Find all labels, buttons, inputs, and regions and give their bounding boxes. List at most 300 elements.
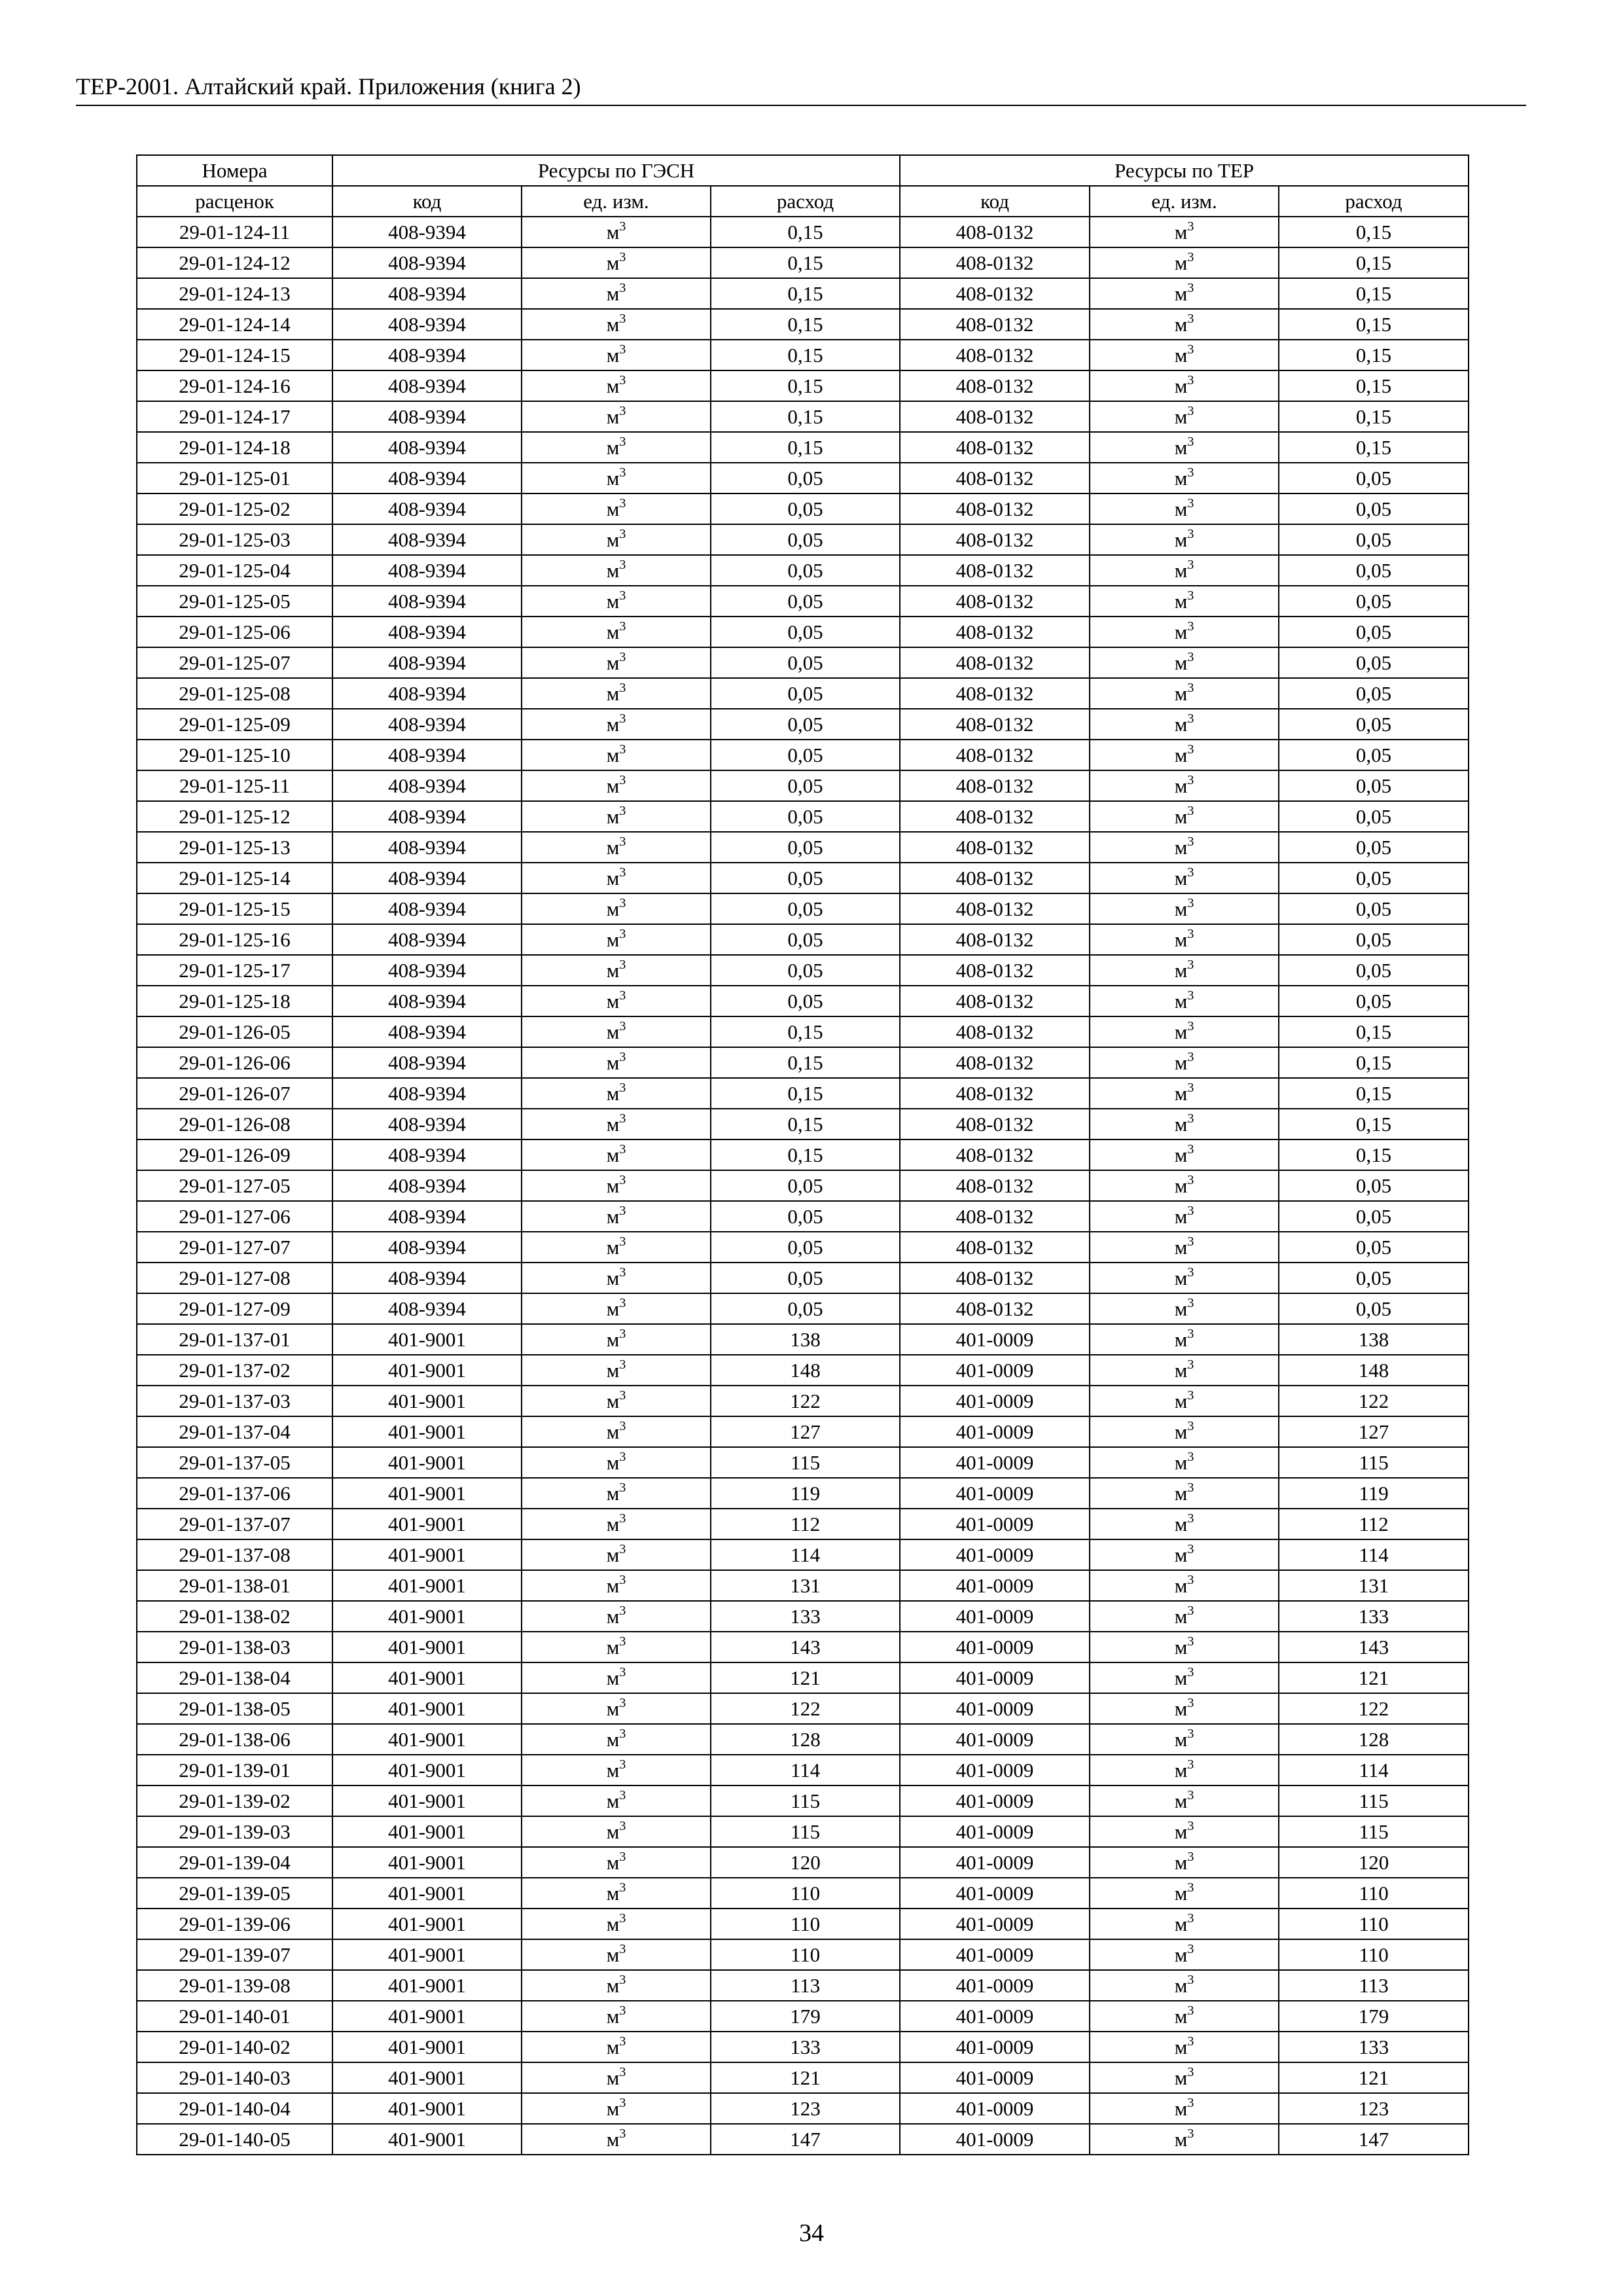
unit-exponent: 3 [1187, 619, 1194, 634]
rate-number-cell: 29-01-139-02 [137, 1785, 332, 1816]
gesn-unit-cell [522, 924, 711, 955]
gesn-unit-cell [522, 1447, 711, 1478]
ter-code-cell: 408-0132 [900, 832, 1090, 863]
gesn-unit-cell [522, 1878, 711, 1909]
unit-exponent: 3 [1187, 772, 1194, 787]
ter-code-cell: 408-0132 [900, 555, 1090, 586]
gesn-code-cell: 408-9394 [332, 1293, 522, 1324]
unit-text: м [1174, 1605, 1188, 1628]
ter-consumption-cell: 0,05 [1279, 863, 1469, 893]
unit-exponent: 3 [1187, 372, 1194, 387]
gesn-code-cell: 408-9394 [332, 1263, 522, 1293]
unit-text: м [1174, 682, 1188, 705]
rate-number-cell: 29-01-126-05 [137, 1016, 332, 1047]
unit-text: м [606, 928, 620, 951]
ter-code-cell: 408-0132 [900, 432, 1090, 463]
unit-text: м [606, 1328, 620, 1351]
unit-text: м [1174, 1082, 1188, 1105]
unit-text: м [606, 990, 620, 1013]
ter-code-cell: 408-0132 [900, 647, 1090, 678]
gesn-consumption-cell: 0,15 [711, 1078, 900, 1109]
ter-code-cell: 401-0009 [900, 1478, 1090, 1509]
table-row [137, 893, 1469, 924]
unit-exponent: 3 [619, 2064, 626, 2079]
ter-unit-cell [1090, 586, 1279, 617]
ter-consumption-cell: 123 [1279, 2093, 1469, 2124]
rate-number-cell: 29-01-137-01 [137, 1324, 332, 1355]
unit-text: м [1174, 774, 1188, 797]
gesn-unit-cell [522, 1570, 711, 1601]
rate-number-cell: 29-01-125-07 [137, 647, 332, 678]
gesn-consumption-cell: 0,05 [711, 770, 900, 801]
gesn-consumption-cell: 128 [711, 1724, 900, 1755]
ter-code-cell: 408-0132 [900, 586, 1090, 617]
gesn-code-cell: 401-9001 [332, 1324, 522, 1355]
unit-text: м [606, 1082, 620, 1105]
unit-exponent: 3 [619, 680, 626, 695]
gesn-unit-cell [522, 2093, 711, 2124]
unit-text: м [606, 1759, 620, 1782]
unit-text: м [606, 1636, 620, 1659]
rate-number-cell: 29-01-124-17 [137, 401, 332, 432]
gesn-code-cell: 401-9001 [332, 1878, 522, 1909]
gesn-code-cell: 408-9394 [332, 1232, 522, 1263]
header-rule [76, 105, 1526, 106]
unit-text: м [606, 1297, 620, 1320]
unit-text: м [606, 1113, 620, 1136]
unit-text: м [1174, 1574, 1188, 1597]
rate-number-cell: 29-01-126-06 [137, 1047, 332, 1078]
ter-code-cell: 408-0132 [900, 893, 1090, 924]
unit-text: м [606, 1697, 620, 1720]
table-row [137, 401, 1469, 432]
rate-number-cell: 29-01-124-12 [137, 247, 332, 278]
rate-number-cell: 29-01-125-14 [137, 863, 332, 893]
ter-unit-cell [1090, 986, 1279, 1016]
ter-code-cell: 401-0009 [900, 1570, 1090, 1601]
gesn-unit-cell [522, 647, 711, 678]
gesn-unit-cell [522, 1201, 711, 1232]
unit-exponent: 3 [1187, 557, 1194, 572]
table-row [137, 1386, 1469, 1416]
unit-text: м [606, 1266, 620, 1289]
rate-number-cell: 29-01-127-07 [137, 1232, 332, 1263]
gesn-consumption-cell: 0,15 [711, 1109, 900, 1139]
rate-number-cell: 29-01-139-04 [137, 1847, 332, 1878]
unit-text: м [1174, 1851, 1188, 1874]
ter-code-cell: 401-0009 [900, 1509, 1090, 1539]
rate-number-cell: 29-01-124-16 [137, 370, 332, 401]
unit-exponent: 3 [1187, 1603, 1194, 1618]
gesn-code-cell: 408-9394 [332, 432, 522, 463]
rate-number-cell: 29-01-125-09 [137, 709, 332, 740]
gesn-unit-cell [522, 2062, 711, 2093]
gesn-unit-cell [522, 586, 711, 617]
unit-exponent: 3 [1187, 1480, 1194, 1495]
ter-unit-cell [1090, 1447, 1279, 1478]
gesn-unit-cell [522, 801, 711, 832]
unit-exponent: 3 [619, 1664, 626, 1679]
gesn-consumption-cell: 0,05 [711, 647, 900, 678]
ter-consumption-cell: 110 [1279, 1878, 1469, 1909]
ter-unit-cell [1090, 617, 1279, 647]
unit-exponent: 3 [619, 803, 626, 818]
gesn-code-cell: 401-9001 [332, 1509, 522, 1539]
ter-consumption-cell: 0,05 [1279, 617, 1469, 647]
gesn-code-cell: 401-9001 [332, 2001, 522, 2032]
ter-unit-cell [1090, 1201, 1279, 1232]
ter-consumption-cell: 113 [1279, 1970, 1469, 2001]
gesn-consumption-cell: 0,05 [711, 678, 900, 709]
ter-code-cell: 408-0132 [900, 1109, 1090, 1139]
ter-code-cell: 401-0009 [900, 1970, 1090, 2001]
ter-unit-cell [1090, 1816, 1279, 1847]
unit-exponent: 3 [1187, 1049, 1194, 1064]
ter-unit-header: ед. изм. [1090, 186, 1279, 217]
rate-number-cell: 29-01-137-05 [137, 1447, 332, 1478]
ter-consumption-cell: 114 [1279, 1755, 1469, 1785]
table-row [137, 1570, 1469, 1601]
gesn-code-cell: 401-9001 [332, 1785, 522, 1816]
ter-unit-cell [1090, 1847, 1279, 1878]
unit-text: м [606, 2066, 620, 2089]
gesn-unit-cell [522, 955, 711, 986]
table-row [137, 555, 1469, 586]
table-row [137, 1909, 1469, 1939]
unit-text: м [1174, 2036, 1188, 2058]
unit-exponent: 3 [1187, 711, 1194, 726]
unit-exponent: 3 [1187, 588, 1194, 603]
gesn-code-cell: 408-9394 [332, 986, 522, 1016]
unit-text: м [606, 1943, 620, 1966]
unit-exponent: 3 [619, 1572, 626, 1587]
unit-exponent: 3 [619, 588, 626, 603]
table-row [137, 709, 1469, 740]
ter-code-cell: 401-0009 [900, 1355, 1090, 1386]
gesn-consumption-cell: 0,05 [711, 1293, 900, 1324]
unit-text: м [1174, 374, 1188, 397]
gesn-unit-cell [522, 1785, 711, 1816]
gesn-unit-cell [522, 2001, 711, 2032]
ter-consumption-cell: 0,05 [1279, 801, 1469, 832]
unit-exponent: 3 [1187, 988, 1194, 1003]
unit-text: м [1174, 1266, 1188, 1289]
unit-text: м [1174, 1174, 1188, 1197]
gesn-unit-cell [522, 1509, 711, 1539]
gesn-code-cell: 401-9001 [332, 1847, 522, 1878]
gesn-code-cell: 401-9001 [332, 2062, 522, 2093]
ter-unit-cell [1090, 1047, 1279, 1078]
ter-unit-cell [1090, 1078, 1279, 1109]
rate-number-cell: 29-01-127-08 [137, 1263, 332, 1293]
rate-number-cell: 29-01-137-04 [137, 1416, 332, 1447]
unit-text: м [606, 1882, 620, 1905]
unit-text: м [606, 1143, 620, 1166]
gesn-unit-cell [522, 1539, 711, 1570]
unit-text: м [1174, 590, 1188, 613]
rate-number-cell: 29-01-137-07 [137, 1509, 332, 1539]
table-row [137, 278, 1469, 309]
gesn-consumption-cell: 115 [711, 1785, 900, 1816]
gesn-consumption-cell: 133 [711, 1601, 900, 1632]
ter-consumption-cell: 147 [1279, 2124, 1469, 2155]
gesn-unit-cell [522, 770, 711, 801]
unit-exponent: 3 [619, 834, 626, 849]
ter-consumption-cell: 0,05 [1279, 678, 1469, 709]
rate-number-cell: 29-01-126-07 [137, 1078, 332, 1109]
unit-text: м [1174, 1451, 1188, 1474]
unit-text: м [606, 897, 620, 920]
gesn-consumption-cell: 120 [711, 1847, 900, 1878]
unit-exponent: 3 [619, 1265, 626, 1280]
ter-consumption-cell: 0,15 [1279, 217, 1469, 247]
gesn-unit-cell [522, 1170, 711, 1201]
gesn-consumption-cell: 0,05 [711, 555, 900, 586]
rate-number-cell: 29-01-124-13 [137, 278, 332, 309]
ter-unit-cell [1090, 1539, 1279, 1570]
unit-text: м [606, 774, 620, 797]
unit-text: м [606, 559, 620, 582]
ter-code-cell: 401-0009 [900, 1632, 1090, 1662]
unit-exponent: 3 [619, 1080, 626, 1095]
unit-text: м [606, 959, 620, 982]
gesn-consumption-cell: 0,15 [711, 247, 900, 278]
ter-code-cell: 408-0132 [900, 340, 1090, 370]
gesn-unit-cell [522, 1662, 711, 1693]
ter-consumption-cell: 0,05 [1279, 555, 1469, 586]
gesn-code-cell: 401-9001 [332, 1816, 522, 1847]
unit-text: м [606, 1174, 620, 1197]
unit-text: м [1174, 251, 1188, 274]
ter-code-cell: 401-0009 [900, 1939, 1090, 1970]
unit-text: м [1174, 344, 1188, 367]
unit-text: м [1174, 559, 1188, 582]
gesn-unit-cell [522, 1847, 711, 1878]
gesn-consumption-cell: 0,15 [711, 370, 900, 401]
unit-exponent: 3 [619, 1941, 626, 1956]
ter-unit-cell [1090, 247, 1279, 278]
gesn-consumption-cell: 0,05 [711, 709, 900, 740]
ter-consumption-cell: 0,15 [1279, 247, 1469, 278]
ter-code-cell: 408-0132 [900, 863, 1090, 893]
unit-exponent: 3 [619, 526, 626, 541]
unit-text: м [1174, 1420, 1188, 1443]
table-row [137, 1816, 1469, 1847]
unit-exponent: 3 [1187, 1941, 1194, 1956]
unit-exponent: 3 [1187, 2034, 1194, 2049]
ter-consumption-cell: 131 [1279, 1570, 1469, 1601]
table-row [137, 1293, 1469, 1324]
gesn-code-cell: 401-9001 [332, 1724, 522, 1755]
ter-unit-cell [1090, 1693, 1279, 1724]
ter-consumption-cell: 0,15 [1279, 309, 1469, 340]
gesn-consumption-cell: 115 [711, 1816, 900, 1847]
unit-text: м [1174, 2005, 1188, 2028]
unit-text: м [1174, 1759, 1188, 1782]
unit-exponent: 3 [619, 1357, 626, 1372]
unit-text: м [606, 1482, 620, 1505]
ter-code-cell: 408-0132 [900, 217, 1090, 247]
table-row [137, 370, 1469, 401]
unit-text: м [606, 497, 620, 520]
gesn-code-cell: 401-9001 [332, 1755, 522, 1785]
unit-exponent: 3 [619, 403, 626, 418]
table-row [137, 1355, 1469, 1386]
gesn-code-cell: 401-9001 [332, 1632, 522, 1662]
ter-unit-cell [1090, 1386, 1279, 1416]
table-row [137, 1939, 1469, 1970]
unit-text: м [606, 713, 620, 736]
rate-number-cell: 29-01-125-11 [137, 770, 332, 801]
table-row [137, 1139, 1469, 1170]
unit-text: м [606, 405, 620, 428]
table-row [137, 432, 1469, 463]
gesn-consumption-cell: 131 [711, 1570, 900, 1601]
ter-code-cell: 401-0009 [900, 1878, 1090, 1909]
ter-code-cell: 401-0009 [900, 1693, 1090, 1724]
ter-code-cell: 408-0132 [900, 1170, 1090, 1201]
gesn-consumption-cell: 110 [711, 1909, 900, 1939]
ter-code-cell: 401-0009 [900, 1816, 1090, 1847]
ter-code-cell: 401-0009 [900, 2062, 1090, 2093]
unit-text: м [606, 313, 620, 336]
unit-exponent: 3 [619, 1388, 626, 1403]
ter-consumption-cell: 115 [1279, 1816, 1469, 1847]
unit-text: м [606, 1236, 620, 1259]
gesn-code-cell: 408-9394 [332, 1201, 522, 1232]
table-row [137, 1878, 1469, 1909]
unit-text: м [1174, 528, 1188, 551]
rate-number-cell: 29-01-138-03 [137, 1632, 332, 1662]
unit-text: м [606, 282, 620, 305]
ter-consumption-cell: 133 [1279, 1601, 1469, 1632]
gesn-consumption-cell: 112 [711, 1509, 900, 1539]
rate-number-cell: 29-01-125-13 [137, 832, 332, 863]
table-row [137, 801, 1469, 832]
ter-unit-cell [1090, 463, 1279, 493]
ter-unit-cell [1090, 955, 1279, 986]
table-row [137, 832, 1469, 863]
unit-text: м [606, 2036, 620, 2058]
ter-unit-cell [1090, 1909, 1279, 1939]
table-row [137, 1693, 1469, 1724]
unit-exponent: 3 [619, 1849, 626, 1864]
table-row [137, 1078, 1469, 1109]
gesn-unit-cell [522, 1293, 711, 1324]
unit-text: м [1174, 897, 1188, 920]
ter-unit-cell [1090, 2124, 1279, 2155]
unit-exponent: 3 [1187, 1511, 1194, 1526]
unit-exponent: 3 [619, 1203, 626, 1218]
ter-consumption-cell: 179 [1279, 2001, 1469, 2032]
table-row [137, 309, 1469, 340]
gesn-unit-cell [522, 217, 711, 247]
ter-code-cell: 408-0132 [900, 309, 1090, 340]
gesn-code-cell: 408-9394 [332, 740, 522, 770]
gesn-unit-header: ед. изм. [522, 186, 711, 217]
ter-code-cell: 401-0009 [900, 1447, 1090, 1478]
unit-exponent: 3 [1187, 1541, 1194, 1556]
gesn-consumption-cell: 0,05 [711, 1201, 900, 1232]
ter-unit-cell [1090, 1662, 1279, 1693]
unit-text: м [1174, 497, 1188, 520]
unit-text: м [606, 1974, 620, 1997]
unit-exponent: 3 [619, 1880, 626, 1895]
ter-consumption-cell: 0,05 [1279, 1263, 1469, 1293]
table-row [137, 1478, 1469, 1509]
gesn-unit-cell [522, 986, 711, 1016]
ter-consumption-cell: 0,15 [1279, 1078, 1469, 1109]
table-row [137, 1755, 1469, 1785]
unit-exponent: 3 [1187, 957, 1194, 972]
gesn-unit-cell [522, 1693, 711, 1724]
unit-exponent: 3 [1187, 1818, 1194, 1833]
gesn-code-cell: 401-9001 [332, 1939, 522, 1970]
unit-exponent: 3 [619, 711, 626, 726]
rate-number-cell: 29-01-125-12 [137, 801, 332, 832]
unit-exponent: 3 [619, 280, 626, 295]
unit-exponent: 3 [1187, 495, 1194, 511]
table-row [137, 1970, 1469, 2001]
gesn-unit-cell [522, 1601, 711, 1632]
gesn-consumption-cell: 0,05 [711, 955, 900, 986]
unit-text: м [1174, 405, 1188, 428]
ter-code-cell: 401-0009 [900, 2032, 1090, 2062]
unit-text: м [606, 1513, 620, 1535]
gesn-unit-cell [522, 1324, 711, 1355]
unit-text: м [1174, 282, 1188, 305]
unit-exponent: 3 [1187, 403, 1194, 418]
ter-code-header: код [900, 186, 1090, 217]
ter-code-cell: 408-0132 [900, 1047, 1090, 1078]
unit-text: м [1174, 1974, 1188, 1997]
rate-number-cell: 29-01-125-01 [137, 463, 332, 493]
rate-number-cell: 29-01-127-06 [137, 1201, 332, 1232]
rate-number-cell: 29-01-124-11 [137, 217, 332, 247]
rate-number-cell: 29-01-125-06 [137, 617, 332, 647]
unit-exponent: 3 [1187, 311, 1194, 326]
ter-consumption-cell: 0,05 [1279, 586, 1469, 617]
rate-number-cell: 29-01-138-06 [137, 1724, 332, 1755]
unit-exponent: 3 [619, 1049, 626, 1064]
table-row [137, 1324, 1469, 1355]
ter-unit-cell [1090, 493, 1279, 524]
gesn-unit-cell [522, 1478, 711, 1509]
unit-text: м [606, 251, 620, 274]
ter-code-cell: 408-0132 [900, 617, 1090, 647]
ter-code-cell: 408-0132 [900, 1201, 1090, 1232]
ter-consumption-cell: 0,05 [1279, 986, 1469, 1016]
ter-unit-cell [1090, 1170, 1279, 1201]
unit-text: м [1174, 1789, 1188, 1812]
unit-exponent: 3 [619, 1757, 626, 1772]
unit-exponent: 3 [619, 1141, 626, 1157]
ter-unit-cell [1090, 1939, 1279, 1970]
gesn-code-cell: 408-9394 [332, 770, 522, 801]
unit-exponent: 3 [1187, 803, 1194, 818]
ter-unit-cell [1090, 555, 1279, 586]
gesn-consumption-cell: 127 [711, 1416, 900, 1447]
unit-text: м [1174, 1113, 1188, 1136]
ter-consumption-cell: 114 [1279, 1539, 1469, 1570]
gesn-unit-cell [522, 740, 711, 770]
unit-text: м [1174, 1820, 1188, 1843]
table-row [137, 678, 1469, 709]
ter-unit-cell [1090, 1109, 1279, 1139]
unit-exponent: 3 [619, 1726, 626, 1741]
table-row [137, 617, 1469, 647]
rate-number-cell: 29-01-125-10 [137, 740, 332, 770]
